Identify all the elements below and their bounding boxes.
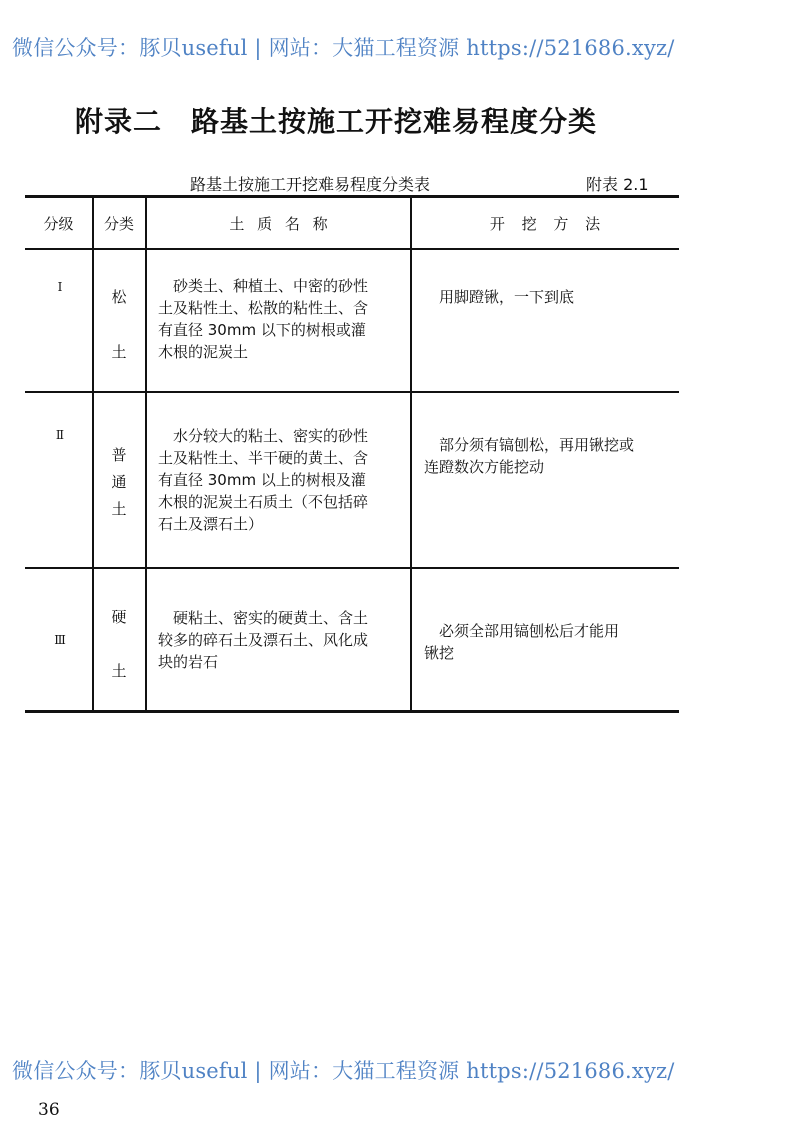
category-char: 土 <box>111 662 127 680</box>
text-line: 木根的泥炭土石质土（不包括碎 <box>158 493 369 511</box>
excavation-method <box>424 434 634 478</box>
text-line: 锹挖 <box>424 644 455 662</box>
row-divider <box>25 391 679 393</box>
text-line: 石土及漂石土） <box>158 515 264 533</box>
grade-cell: Ⅰ <box>57 280 63 294</box>
watermark-top: 微信公众号：豚贝useful | 网站：大猫工程资源 https://521686.xyz/ <box>12 36 675 60</box>
category-char: 土 <box>111 500 127 518</box>
text-line: 用脚蹬锹，一下到底 <box>424 288 575 306</box>
header-category: 分类 <box>103 215 134 233</box>
table-number: 附表 2.1 <box>586 175 649 194</box>
text-line: 硬粘土、密实的硬黄土、含土 <box>158 609 369 627</box>
category-char: 普 <box>111 446 127 464</box>
excavation-method <box>424 620 619 664</box>
text-line: 较多的碎石土及漂石土、风化成 <box>158 631 369 649</box>
text-line: 砂类土、种植土、中密的砂性 <box>158 277 369 295</box>
header-soil-name: 土 质 名 称 <box>229 215 328 233</box>
page-number: 36 <box>38 1100 60 1120</box>
text-line: 有直径 30mm 以上的树根及灌 <box>158 471 366 489</box>
text-line: 连蹬数次方能挖动 <box>424 458 545 476</box>
header-rule <box>25 248 679 250</box>
text-line: 部分须有镐刨松，再用锹挖或 <box>424 436 635 454</box>
page-title: 附录二 路基土按施工开挖难易程度分类 <box>75 105 598 138</box>
grade-cell: Ⅲ <box>54 633 66 647</box>
text-line: 块的岩石 <box>158 653 219 671</box>
table-top-rule <box>25 195 679 198</box>
soil-description <box>158 607 368 673</box>
excavation-method <box>424 286 574 308</box>
category-char: 土 <box>111 343 127 361</box>
table-caption: 路基土按施工开挖难易程度分类表 <box>190 175 431 194</box>
header-method: 开 挖 方 法 <box>489 215 601 233</box>
text-line: 木根的泥炭土 <box>158 343 249 361</box>
row-divider <box>25 567 679 569</box>
category-char: 硬 <box>111 608 127 626</box>
text-line: 土及粘性土、松散的粘性土、含 <box>158 299 369 317</box>
text-line: 有直径 30mm 以下的树根或灌 <box>158 321 366 339</box>
column-divider <box>410 196 412 711</box>
soil-description <box>158 425 368 535</box>
text-line: 水分较大的粘土、密实的砂性 <box>158 427 369 445</box>
category-char: 松 <box>111 288 127 306</box>
grade-cell: Ⅱ <box>55 428 65 442</box>
watermark-bottom: 微信公众号：豚贝useful | 网站：大猫工程资源 https://521686.xyz/ <box>12 1059 675 1083</box>
category-char: 通 <box>111 473 127 491</box>
header-grade: 分级 <box>43 215 74 233</box>
table-bottom-rule <box>25 710 679 713</box>
text-line: 必须全部用镐刨松后才能用 <box>424 622 620 640</box>
text-line: 土及粘性土、半干硬的黄土、含 <box>158 449 369 467</box>
soil-description <box>158 275 368 363</box>
